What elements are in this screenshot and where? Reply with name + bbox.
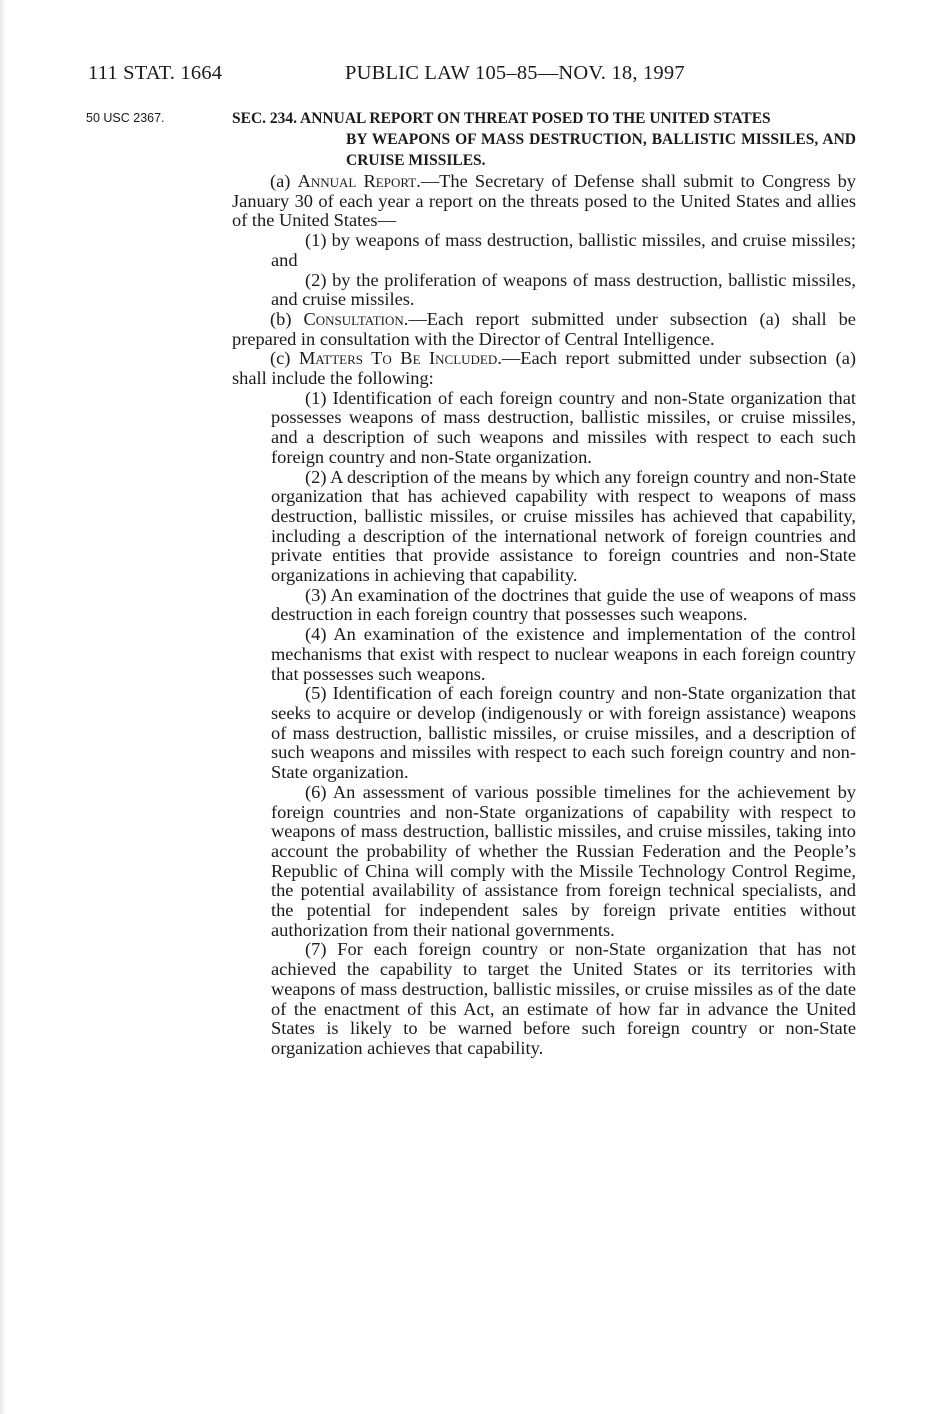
subsection-c-item-6: (6) An assessment of various possible timelines for the achievement by foreign countries and non-State organizations of capability with respect to weapons of mass destruction, ballistic missiles, and cruise missiles, taking into account the probability of whether the Russian Federation and the People’s Republic of China will comply with the Missile Technology Control Regime, the potential availability of assistance from foreign technical specialists, and the potential for independent sales by foreign private entities without authorization from their national governments. (271, 781, 856, 940)
section-heading-line-1: SEC. 234. ANNUAL REPORT ON THREAT POSED TO THE UNITED STATES (232, 110, 771, 127)
subsection-c-item-2: (2) A description of the means by which any foreign country and non-State organization that has achieved capability with respect to weapons of mass destruction, ballistic missiles, or cruise missiles has achieved that capability, including a description of the international network of foreign countries and private entities that provide assistance to foreign countries and non-State organizations in achieving that capability. (271, 466, 856, 586)
subsection-c-item-5: (5) Identification of each foreign country and non-State organization that seeks to acquire or develop (indigenously or with foreign assistance) weapons of mass destruction, ballistic missiles, or cruise missiles, and a description of such weapons and missiles with respect to each such foreign country and non-State organization. (271, 683, 856, 783)
subsection-a-text: .—The Secretary of Defense shall submit to Congress by January 30 of each year a report on the threats posed to the United States and allies of the United States— (232, 171, 856, 231)
page-edge-shadow (0, 0, 6, 1414)
subsection-c-item-4: (4) An examination of the existence and implementation of the control mechanisms that exist with respect to nuclear weapons in each foreign country that possesses such weapons. (271, 624, 856, 684)
subsection-c-item-3: (3) An examination of the doctrines that guide the use of weapons of mass destruction in each foreign country that possesses such weapons. (271, 584, 856, 625)
subsection-a-item-2: (2) by the proliferation of weapons of mass destruction, ballistic missiles, and cruise missiles. (271, 269, 856, 310)
subsection-a (232, 172, 856, 231)
subsection-c-heading: Matters To Be Included (298, 348, 498, 369)
section-heading (232, 108, 856, 171)
subsection-a-designation: (a) (270, 171, 291, 191)
subsection-a-item-1: (1) by weapons of mass destruction, ballistic missiles, and cruise missiles; and (271, 230, 856, 270)
subsection-c-text: .—Each report submitted under subsection (a) shall include the following: (232, 348, 857, 389)
subsection-b-text: .—Each report submitted under subsection (a) shall be prepared in consultation with the Director of Central Intelligence. (232, 308, 856, 349)
law-citation: PUBLIC LAW 105–85—NOV. 18, 1997 (345, 62, 685, 84)
subsection-c-designation: (c) (270, 348, 291, 369)
subsection-c (232, 349, 856, 388)
subsection-b-designation: (b) (270, 308, 292, 329)
section-body (232, 172, 856, 1059)
subsection-b-heading: Consultation (303, 308, 404, 329)
subsection-c-item-1: (1) Identification of each foreign country and non-State organization that possesses weapons of mass destruction, ballistic missiles, or cruise missiles, and a description of such weapons and missiles with respect to each such foreign country and non-State organization. (271, 387, 856, 467)
section-heading-line-2: BY WEAPONS OF MASS DESTRUCTION, BALLISTIC MISSILES, AND CRUISE MISSILES. (346, 131, 856, 169)
usc-margin-note: 50 USC 2367. (86, 111, 165, 125)
stat-citation: 111 STAT. 1664 (88, 62, 223, 84)
subsection-a-heading: Annual Report (297, 171, 417, 191)
running-header (88, 62, 788, 92)
subsection-b (232, 310, 856, 349)
subsection-c-item-7: (7) For each foreign country or non-State organization that has not achieved the capability to target the United States or its territories with weapons of mass destruction, ballistic missiles, or cruise missiles as of the date of the enactment of this Act, an estimate of how far in advance the United States is likely to be warned before such foreign country or non-State organization achieves that capability. (271, 939, 856, 1058)
